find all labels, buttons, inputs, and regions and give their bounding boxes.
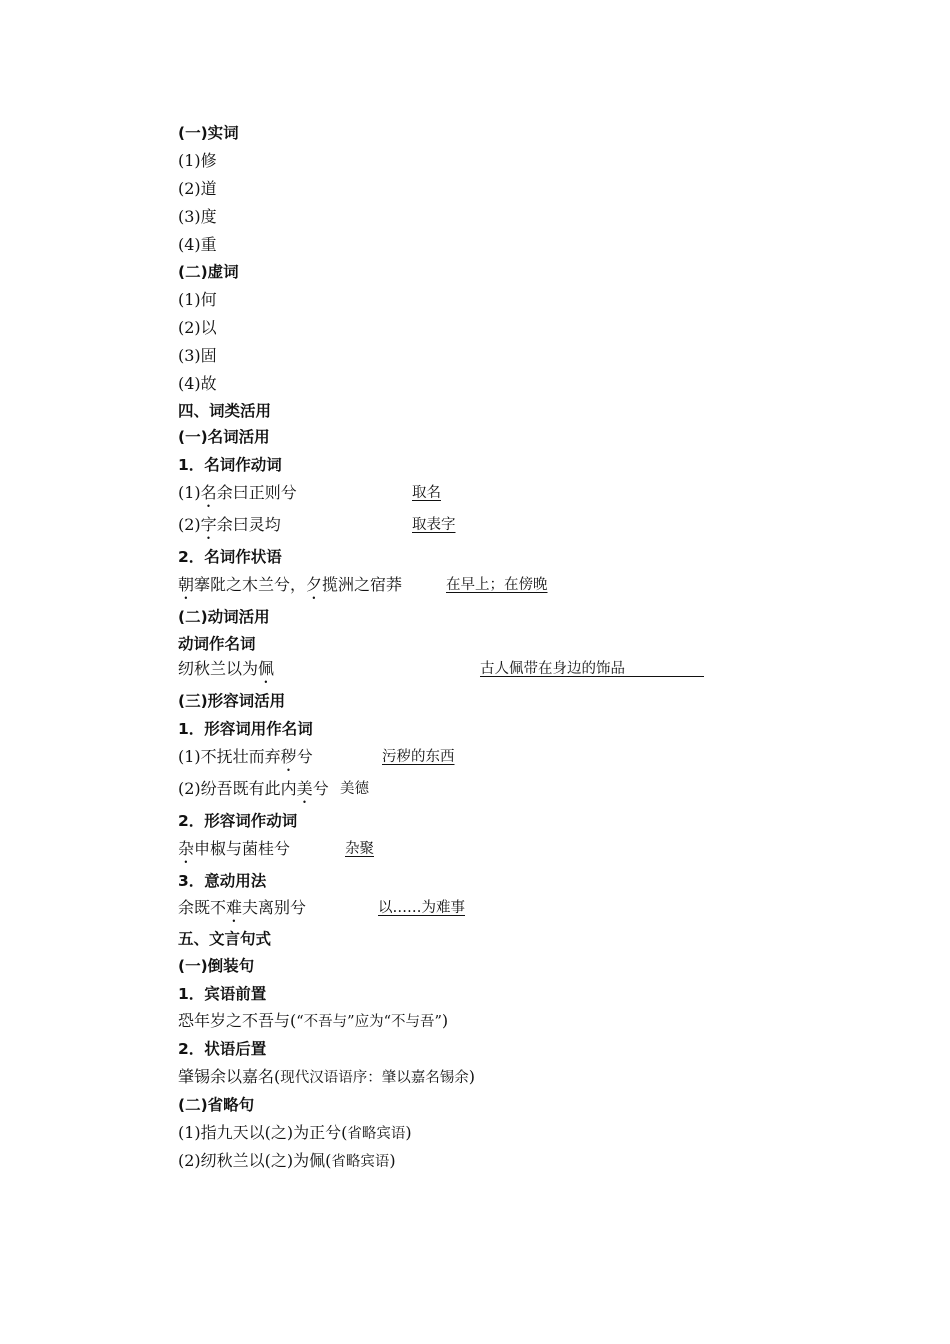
answer: 美德 <box>340 781 369 797</box>
dotted-char: 美 <box>296 779 313 798</box>
dotted-char: 难 <box>226 898 243 917</box>
answer: 古人佩带在身边的饰品 <box>480 661 625 677</box>
heading-shici: (一)实词 <box>178 124 239 142</box>
heading-omission: (二)省略句 <box>178 1096 255 1114</box>
example-line: 杂申椒与菌桂兮 <box>178 839 291 858</box>
example-line: 朝搴阰之木兰兮，夕揽洲之宿莽 <box>178 575 403 594</box>
answer: 取表字 <box>412 517 456 533</box>
list-item: (4)故 <box>178 374 217 393</box>
example-line: (1)不抚壮而弃秽兮 <box>178 747 313 766</box>
answer: 污秽的东西 <box>382 749 455 765</box>
dotted-char: 佩 <box>258 659 275 678</box>
dotted-char: 字 <box>200 515 217 534</box>
heading-xuci: (二)虚词 <box>178 263 239 281</box>
dotted-char: 朝 <box>178 575 195 594</box>
heading-adj-usage: (三)形容词活用 <box>178 692 286 710</box>
list-item: (1)何 <box>178 290 217 309</box>
heading-inversion: (一)倒装句 <box>178 957 255 975</box>
heading-adj-as-noun: 1．形容词用作名词 <box>178 720 313 738</box>
example-line: 恐年岁之不吾与(“不吾与”应为“不与吾”) <box>178 1011 449 1030</box>
heading-section-5: 五、文言句式 <box>178 930 272 948</box>
heading-noun-as-adverb: 2．名词作状语 <box>178 548 282 566</box>
dotted-char: 杂 <box>178 839 195 858</box>
example-line: (1)指九天以(之)为正兮(省略宾语) <box>178 1123 412 1142</box>
heading-verb-as-noun: 动词作名词 <box>178 635 256 653</box>
dotted-char: 夕 <box>306 575 323 594</box>
heading-verb-usage: (二)动词活用 <box>178 608 270 626</box>
example-line: 肇锡余以嘉名(现代汉语语序：肇以嘉名锡余) <box>178 1067 475 1086</box>
heading-noun-usage: (一)名词活用 <box>178 428 270 446</box>
list-item: (2)以 <box>178 318 217 337</box>
example-line: 纫秋兰以为佩 <box>178 659 275 678</box>
answer: 取名 <box>412 485 441 501</box>
dotted-char: 名 <box>200 483 217 502</box>
heading-adverbial-postposed: 2．状语后置 <box>178 1040 267 1058</box>
answer-blank <box>480 659 704 679</box>
heading-yidong: 3．意动用法 <box>178 872 267 890</box>
example-line: (2)字余曰灵均 <box>178 515 281 534</box>
heading-adj-as-verb: 2．形容词作动词 <box>178 812 298 830</box>
example-line: (2)纷吾既有此内美兮 <box>178 779 329 798</box>
list-item: (3)度 <box>178 207 217 226</box>
list-item: (4)重 <box>178 235 217 254</box>
answer: 杂聚 <box>345 841 374 857</box>
heading-object-preposed: 1．宾语前置 <box>178 985 267 1003</box>
heading-section-4: 四、词类活用 <box>178 402 272 420</box>
answer: 在早上；在傍晚 <box>446 577 548 593</box>
list-item: (1)修 <box>178 151 217 170</box>
list-item: (3)固 <box>178 346 217 365</box>
answer: 以……为难事 <box>378 900 465 916</box>
dotted-char: 秽 <box>280 747 297 766</box>
example-line: (2)纫秋兰以(之)为佩(省略宾语) <box>178 1151 396 1170</box>
heading-noun-as-verb: 1．名词作动词 <box>178 456 282 474</box>
example-line: (1)名余曰正则兮 <box>178 483 297 502</box>
list-item: (2)道 <box>178 179 217 198</box>
example-line: 余既不难夫离别兮 <box>178 898 307 917</box>
